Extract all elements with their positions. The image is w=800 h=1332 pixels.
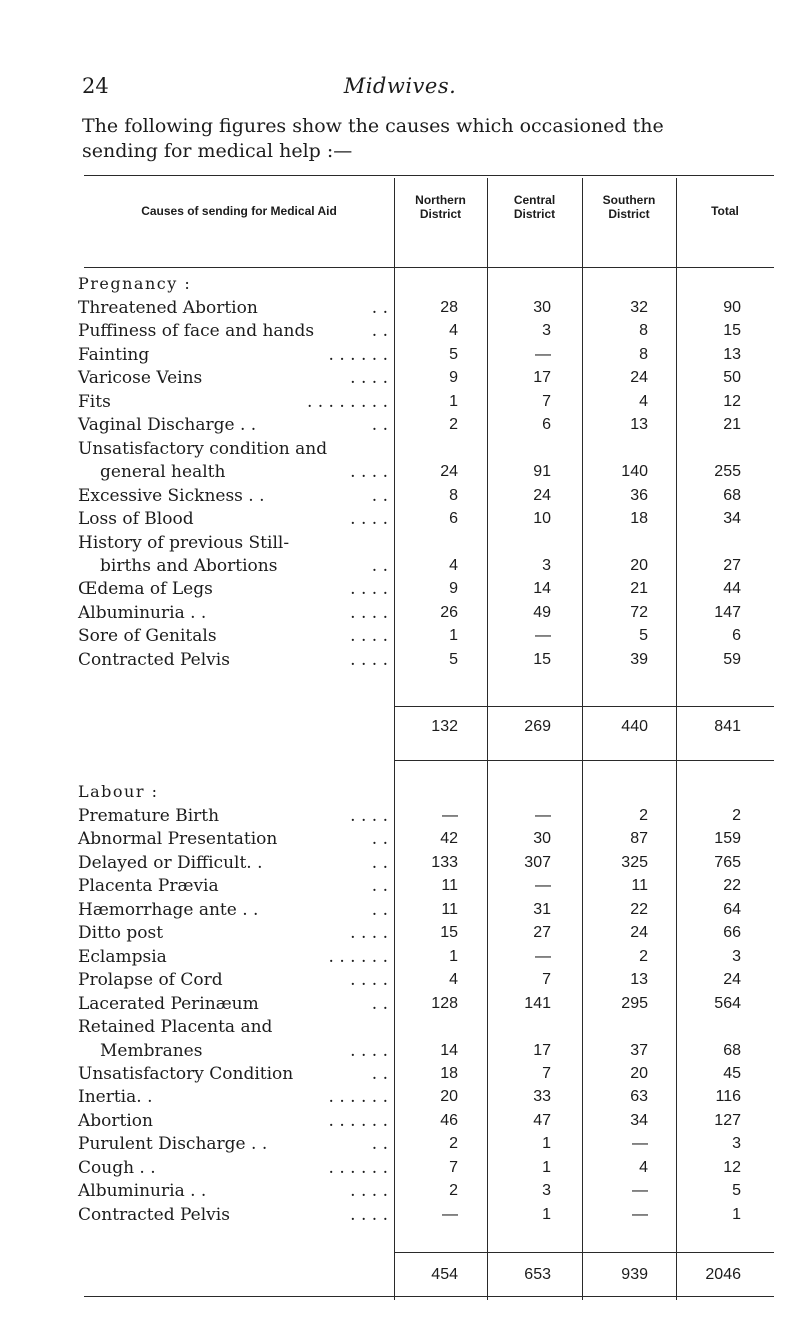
header-column-rule bbox=[487, 178, 488, 267]
leader-dots: . . . . bbox=[350, 1040, 388, 1061]
leader-dots: . . bbox=[371, 829, 388, 850]
leader-dots: . . . . . . bbox=[328, 946, 388, 967]
page-title: Midwives. bbox=[343, 74, 457, 98]
table-cell: 140 bbox=[621, 463, 648, 481]
row-label: Excessive Sickness . . bbox=[78, 485, 265, 506]
table-cell: 44 bbox=[723, 580, 741, 598]
table-cell: 26 bbox=[440, 603, 458, 621]
column-header-northern-line-2: District bbox=[419, 207, 462, 221]
row-label: Eclampsia bbox=[78, 946, 167, 967]
table-cell: 63 bbox=[630, 1088, 648, 1106]
table-cell: 28 bbox=[440, 299, 458, 316]
table-cell: 141 bbox=[524, 994, 551, 1012]
table-cell: 159 bbox=[714, 830, 741, 848]
table-cell: 64 bbox=[723, 900, 741, 918]
table-cell: 1 bbox=[542, 1158, 551, 1176]
row-label: Œdema of Legs bbox=[78, 579, 213, 600]
row-label: Unsatisfactory condition and bbox=[78, 438, 328, 459]
table-cell: 4 bbox=[639, 1158, 648, 1176]
table-cell: 9 bbox=[449, 580, 458, 598]
table-cell: 8 bbox=[639, 345, 648, 363]
row-label: Hæmorrhage ante . . bbox=[78, 899, 259, 920]
row-label: Placenta Prævia bbox=[78, 876, 219, 897]
table-cell: — bbox=[442, 1205, 458, 1223]
table-cell: 6 bbox=[449, 510, 458, 528]
column-rule bbox=[487, 267, 488, 760]
header-bottom-rule bbox=[84, 267, 774, 268]
table-cell: 18 bbox=[630, 510, 648, 528]
section-end-rule bbox=[394, 760, 774, 761]
table-cell: 2 bbox=[732, 807, 741, 824]
table-cell: 1 bbox=[542, 1135, 551, 1153]
leader-dots: . . . . . . bbox=[328, 344, 388, 365]
row-label: Delayed or Difficult. . bbox=[78, 852, 263, 873]
table-cell: 50 bbox=[723, 369, 741, 387]
table-cell: 68 bbox=[723, 486, 741, 504]
table-cell: 15 bbox=[533, 650, 551, 668]
column-header-southern-line-2: District bbox=[608, 207, 650, 221]
table-cell: 7 bbox=[449, 1158, 458, 1176]
table-cell: 27 bbox=[533, 924, 551, 942]
table-cell: 9 bbox=[449, 369, 458, 387]
table-cell: 36 bbox=[630, 486, 648, 504]
table-cell: 15 bbox=[723, 322, 741, 340]
table-cell: 5 bbox=[449, 345, 458, 363]
row-label: Inertia. . bbox=[78, 1087, 153, 1108]
table-cell: 4 bbox=[639, 392, 648, 410]
row-label: Membranes bbox=[100, 1040, 203, 1061]
column-rule bbox=[582, 267, 583, 760]
table-cell: 5 bbox=[732, 1182, 741, 1200]
table-cell: 13 bbox=[630, 416, 648, 434]
row-label: general health bbox=[100, 462, 226, 483]
leader-dots: . . . . bbox=[350, 806, 388, 826]
row-label: Contracted Pelvis bbox=[78, 1204, 230, 1225]
table-cell: 21 bbox=[630, 580, 648, 598]
table-cell: 1 bbox=[542, 1205, 551, 1223]
table-cell: 2 bbox=[449, 1135, 458, 1153]
table-cell: 24 bbox=[630, 369, 648, 387]
table-cell: 30 bbox=[533, 299, 551, 316]
table-cell: 7 bbox=[542, 971, 551, 989]
row-label: Unsatisfactory Condition bbox=[78, 1063, 294, 1084]
table-cell: 22 bbox=[723, 877, 741, 895]
table-cell: — bbox=[442, 807, 458, 824]
table-cell: 42 bbox=[440, 830, 458, 848]
table-cell: 127 bbox=[714, 1111, 741, 1129]
leader-dots: . . . . . . . . bbox=[306, 391, 388, 412]
table-cell: 24 bbox=[723, 971, 741, 989]
column-header-central-line-1: Central bbox=[513, 193, 556, 207]
table-cell: 3 bbox=[542, 556, 551, 574]
table-cell: 14 bbox=[440, 1041, 458, 1059]
column-rule bbox=[487, 760, 488, 1300]
table-cell: 128 bbox=[431, 994, 458, 1012]
leader-dots: . . . . bbox=[350, 509, 388, 530]
table-cell: 8 bbox=[449, 486, 458, 504]
table-cell: 59 bbox=[723, 650, 741, 668]
row-label: Premature Birth bbox=[78, 806, 220, 826]
table-cell: 30 bbox=[533, 830, 551, 848]
table-cell: 564 bbox=[714, 994, 741, 1012]
table-cell: 11 bbox=[441, 900, 458, 918]
table-cell: 765 bbox=[714, 853, 741, 871]
leader-dots: . . . . . . bbox=[328, 1110, 388, 1131]
subtotal-cell: 454 bbox=[431, 1266, 458, 1283]
row-label: Lacerated Perinæum bbox=[78, 993, 259, 1014]
row-label: Fits bbox=[78, 391, 111, 412]
table-cell: 116 bbox=[715, 1088, 741, 1106]
table-cell: 31 bbox=[533, 900, 551, 918]
table-cell: 49 bbox=[533, 603, 551, 621]
table-cell: 2 bbox=[449, 416, 458, 434]
leader-dots: . . . . bbox=[350, 462, 388, 483]
table-cell: 21 bbox=[723, 416, 741, 434]
table-cell: 2 bbox=[639, 807, 648, 824]
row-label: Albuminuria . . bbox=[78, 602, 207, 623]
table-cell: 20 bbox=[630, 1064, 648, 1082]
table-cell: — bbox=[535, 807, 551, 824]
table-cell: 12 bbox=[723, 392, 741, 410]
row-label: Prolapse of Cord bbox=[78, 970, 223, 991]
table-cell: 11 bbox=[441, 877, 458, 895]
table-cell: 13 bbox=[630, 971, 648, 989]
header-column-rule bbox=[394, 178, 395, 267]
intro-line-2: sending for medical help :— bbox=[82, 140, 353, 162]
row-label: Loss of Blood bbox=[78, 509, 194, 530]
table-cell: — bbox=[632, 1182, 648, 1200]
table-cell: 6 bbox=[732, 627, 741, 645]
row-label: Vaginal Discharge . . bbox=[78, 415, 257, 436]
row-label: births and Abortions bbox=[100, 555, 278, 576]
column-rule bbox=[676, 267, 677, 760]
table-cell: 5 bbox=[639, 627, 648, 645]
column-header-northern-line-1: Northern bbox=[415, 193, 466, 207]
section-heading-pregnancy: Pregnancy : bbox=[78, 274, 192, 293]
table-cell: 1 bbox=[732, 1205, 741, 1223]
table-bottom-rule bbox=[84, 1296, 774, 1297]
table-cell: 147 bbox=[714, 603, 741, 621]
row-label: Puffiness of face and hands bbox=[78, 321, 315, 342]
table-cell: 7 bbox=[542, 1064, 551, 1082]
column-header-southern-line-1: Southern bbox=[602, 193, 656, 207]
table-cell: 1 bbox=[449, 947, 458, 965]
column-rule bbox=[582, 760, 583, 1300]
table-cell: 22 bbox=[630, 900, 648, 918]
row-label: Purulent Discharge . . bbox=[78, 1134, 268, 1155]
table-cell: 20 bbox=[440, 1088, 458, 1106]
table-cell: 66 bbox=[723, 924, 741, 942]
subtotal-cell: 939 bbox=[621, 1266, 648, 1283]
leader-dots: . . bbox=[371, 485, 388, 506]
leader-dots: . . bbox=[371, 899, 388, 920]
leader-dots: . . . . bbox=[350, 1181, 388, 1202]
table-cell: 4 bbox=[449, 971, 458, 989]
subtotal-cell: 2046 bbox=[705, 1266, 741, 1283]
table-cell: — bbox=[535, 627, 551, 645]
subtotal-cell: 269 bbox=[524, 718, 551, 735]
table-cell: 3 bbox=[732, 1135, 741, 1153]
column-rule bbox=[676, 760, 677, 1300]
table-cell: 32 bbox=[630, 299, 648, 316]
table-cell: 17 bbox=[533, 369, 551, 387]
table-cell: — bbox=[535, 947, 551, 965]
column-header-total: Total bbox=[711, 204, 739, 218]
leader-dots: . . bbox=[371, 852, 388, 873]
table-cell: 10 bbox=[533, 510, 551, 528]
row-label: Fainting bbox=[78, 344, 150, 365]
section-heading-labour: Labour : bbox=[78, 782, 159, 801]
leader-dots: . . bbox=[371, 555, 388, 576]
leader-dots: . . . . bbox=[350, 649, 388, 670]
table-cell: 34 bbox=[630, 1111, 648, 1129]
table-cell: 13 bbox=[723, 345, 741, 363]
table-cell: 24 bbox=[440, 463, 458, 481]
table-top-rule bbox=[84, 175, 774, 176]
table-cell: 1 bbox=[449, 627, 458, 645]
table-cell: 295 bbox=[621, 994, 648, 1012]
table-cell: 18 bbox=[440, 1064, 458, 1082]
leader-dots: . . bbox=[371, 993, 388, 1014]
table-cell: 6 bbox=[542, 416, 551, 434]
table-cell: 1 bbox=[449, 392, 458, 410]
row-label: Retained Placenta and bbox=[78, 1017, 273, 1038]
leader-dots: . . bbox=[371, 876, 388, 897]
leader-dots: . . . . bbox=[350, 923, 388, 944]
table-cell: 17 bbox=[533, 1041, 551, 1059]
table-cell: 39 bbox=[630, 650, 648, 668]
row-label: Abnormal Presentation bbox=[78, 829, 278, 850]
table-cell: 24 bbox=[533, 486, 551, 504]
table-cell: 2 bbox=[639, 947, 648, 965]
table-cell: 325 bbox=[621, 853, 648, 871]
leader-dots: . . bbox=[371, 321, 388, 342]
table-cell: 90 bbox=[723, 299, 741, 316]
leader-dots: . . . . bbox=[350, 970, 388, 991]
table-cell: 11 bbox=[631, 877, 648, 895]
header-column-rule bbox=[582, 178, 583, 267]
table-cell: — bbox=[535, 877, 551, 895]
row-label: Albuminuria . . bbox=[78, 1181, 207, 1202]
subtotal-rule bbox=[394, 706, 774, 707]
table-cell: — bbox=[632, 1135, 648, 1153]
leader-dots: . . bbox=[371, 1063, 388, 1084]
table-cell: 133 bbox=[431, 853, 458, 871]
intro-paragraph bbox=[82, 114, 762, 164]
table-cell: 34 bbox=[723, 510, 741, 528]
subtotal-cell: 440 bbox=[621, 718, 648, 735]
table-cell: 2 bbox=[449, 1182, 458, 1200]
leader-dots: . . . . bbox=[350, 579, 388, 600]
table-cell: 33 bbox=[533, 1088, 551, 1106]
table-cell: 4 bbox=[449, 556, 458, 574]
table-cell: 14 bbox=[533, 580, 551, 598]
column-rule bbox=[394, 760, 395, 1300]
row-label: Cough . . bbox=[78, 1157, 156, 1178]
row-label: Sore of Genitals bbox=[78, 626, 217, 647]
subtotal-cell: 841 bbox=[714, 718, 741, 735]
table-cell: 15 bbox=[440, 924, 458, 942]
table-cell: 4 bbox=[449, 322, 458, 340]
table-cell: 47 bbox=[533, 1111, 551, 1129]
table-cell: — bbox=[535, 345, 551, 363]
column-rule bbox=[394, 267, 395, 760]
table-cell: 46 bbox=[440, 1111, 458, 1129]
row-label: Threatened Abortion bbox=[78, 298, 258, 318]
leader-dots: . . . . bbox=[350, 368, 388, 389]
table-cell: 68 bbox=[723, 1041, 741, 1059]
table-cell: — bbox=[632, 1205, 648, 1223]
subtotal-cell: 653 bbox=[524, 1266, 551, 1283]
table-cell: 5 bbox=[449, 650, 458, 668]
table-cell: 91 bbox=[533, 463, 551, 481]
row-label: Ditto post bbox=[78, 923, 164, 944]
table-cell: 8 bbox=[639, 322, 648, 340]
table-cell: 72 bbox=[630, 603, 648, 621]
leader-dots: . . bbox=[371, 1134, 388, 1155]
table-cell: 27 bbox=[723, 556, 741, 574]
leader-dots: . . . . . . bbox=[328, 1087, 388, 1108]
column-header-central-line-2: District bbox=[513, 207, 556, 221]
row-label: History of previous Still- bbox=[78, 532, 290, 553]
table-cell: 20 bbox=[630, 556, 648, 574]
column-header-cause: Causes of sending for Medical Aid bbox=[141, 204, 337, 218]
leader-dots: . . . . . . bbox=[328, 1157, 388, 1178]
table-cell: 12 bbox=[723, 1158, 741, 1176]
table-cell: 7 bbox=[542, 392, 551, 410]
table-cell: 3 bbox=[732, 947, 741, 965]
leader-dots: . . bbox=[371, 298, 388, 318]
page-header bbox=[0, 74, 800, 104]
leader-dots: . . bbox=[371, 415, 388, 436]
table-cell: 37 bbox=[630, 1041, 648, 1059]
table-cell: 24 bbox=[630, 924, 648, 942]
leader-dots: . . . . bbox=[350, 626, 388, 647]
table-cell: 255 bbox=[714, 463, 741, 481]
header-column-rule bbox=[676, 178, 677, 267]
table-cell: 3 bbox=[542, 1182, 551, 1200]
subtotal-cell: 132 bbox=[431, 718, 458, 735]
table-cell: 307 bbox=[524, 853, 551, 871]
leader-dots: . . . . bbox=[350, 1204, 388, 1225]
row-label: Varicose Veins bbox=[78, 368, 203, 389]
page-number: 24 bbox=[82, 74, 109, 98]
row-label: Abortion bbox=[78, 1110, 153, 1131]
row-label: Contracted Pelvis bbox=[78, 649, 230, 670]
subtotal-rule bbox=[394, 1252, 774, 1253]
intro-line-1: The following figures show the causes which occasioned the bbox=[82, 115, 664, 137]
leader-dots: . . . . bbox=[350, 602, 388, 623]
table-cell: 87 bbox=[630, 830, 648, 848]
table-cell: 45 bbox=[723, 1064, 741, 1082]
table-cell: 3 bbox=[542, 322, 551, 340]
